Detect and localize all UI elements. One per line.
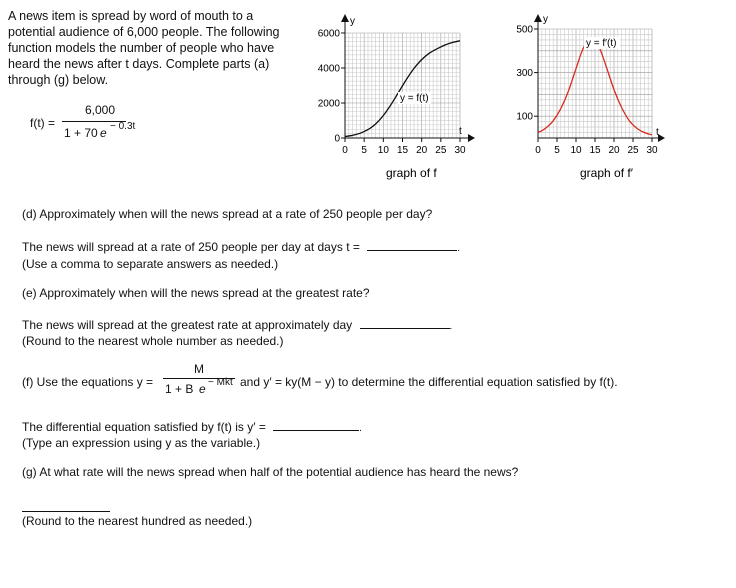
y-tick-label: 100 [516, 111, 533, 123]
graph-caption: graph of f′ [580, 166, 633, 180]
graph-caption: graph of f [386, 166, 437, 180]
x-tick-label: 15 [396, 145, 409, 156]
y-tick-label: 2000 [317, 98, 340, 110]
question-f-prefix: (f) Use the equations y = [22, 375, 154, 389]
problem-intro [8, 8, 298, 88]
y-axis-label: y [350, 16, 355, 27]
question-d: (d) Approximately when will the news spread at a rate of 250 people per day? [22, 207, 433, 221]
graph-f-prime [500, 10, 700, 185]
y-tick-label: 500 [516, 24, 533, 36]
graph-f [300, 10, 500, 185]
formula-exponent: − 0.3t [110, 121, 136, 132]
question-f-exponent: − Mkt [208, 377, 233, 388]
hint-g: (Round to the nearest hundred as needed.) [22, 514, 253, 528]
answer-input-g[interactable] [22, 497, 110, 512]
question-f-suffix: and y′ = ky(M − y) to determine the differential equation satisfied by f(t). [240, 375, 618, 389]
answer-prompt: The news will spread at a rate of 250 people per day at days t = [22, 240, 360, 254]
y-axis-arrow-icon [534, 14, 542, 22]
y-tick-label: 0 [334, 133, 340, 145]
y-axis-label: y [543, 14, 548, 25]
period: . [449, 321, 453, 332]
intro-line: heard the news after t days. Complete parts (a) [8, 57, 270, 71]
x-tick-label: 5 [554, 145, 560, 156]
answer-input-e[interactable] [360, 316, 450, 329]
x-tick-label: 30 [646, 145, 658, 156]
answer-line-f [22, 418, 362, 436]
formula-denominator: 1 + 70 [64, 126, 98, 140]
answer-line-e [22, 316, 452, 334]
x-tick-label: 20 [608, 145, 620, 156]
intro-line: A news item is spread by word of mouth to a [8, 9, 254, 23]
period: . [359, 423, 362, 434]
answer-input-d[interactable] [367, 238, 457, 251]
curve-label: y = f(t) [400, 93, 429, 104]
x-tick-label: 25 [435, 145, 447, 156]
question-f-base: e [199, 382, 206, 396]
intro-line: through (g) below. [8, 73, 109, 87]
x-axis-label: t [656, 127, 659, 138]
curve-label: y = f′(t) [586, 38, 617, 49]
formula-lhs: f(t) = [30, 116, 56, 130]
x-tick-label: 30 [454, 145, 466, 156]
x-tick-label: 10 [377, 145, 389, 156]
question-g: (g) At what rate will the news spread when half of the potential audience has heard the news? [22, 465, 519, 479]
formula-numerator: 6,000 [85, 103, 116, 117]
x-axis-arrow-icon [658, 134, 665, 142]
hint-d: (Use a comma to separate answers as needed.) [22, 257, 279, 271]
x-tick-label: 25 [627, 145, 639, 156]
y-tick-label: 6000 [317, 28, 340, 40]
question-e: (e) Approximately when will the news spread at the greatest rate? [22, 286, 370, 300]
x-tick-label: 10 [570, 145, 582, 156]
period: . [457, 243, 460, 254]
x-tick-label: 0 [535, 145, 541, 156]
x-tick-label: 15 [589, 145, 601, 156]
intro-line: potential audience of 6,000 people. The following [8, 25, 280, 39]
answer-prompt: The differential equation satisfied by f(t) is y′ = [22, 420, 266, 434]
x-axis-label: t [459, 126, 462, 137]
x-tick-label: 20 [416, 145, 428, 156]
hint-f: (Type an expression using y as the variable.) [22, 436, 261, 450]
x-tick-label: 0 [342, 145, 348, 156]
x-tick-label: 5 [361, 145, 367, 156]
intro-line: function models the number of people who have [8, 41, 275, 55]
y-tick-label: 300 [516, 68, 533, 80]
question-f-numerator: M [194, 362, 204, 376]
formula-base: e [100, 126, 107, 140]
answer-line-d [22, 238, 460, 256]
y-axis-arrow-icon [341, 14, 349, 22]
y-tick-label: 4000 [317, 63, 340, 75]
answer-prompt: The news will spread at the greatest rate at approximately day [22, 318, 353, 332]
x-axis-arrow-icon [468, 134, 475, 142]
answer-input-f[interactable] [273, 418, 359, 431]
hint-e: (Round to the nearest whole number as needed.) [22, 334, 284, 348]
question-f-denominator: 1 + B [165, 382, 194, 396]
